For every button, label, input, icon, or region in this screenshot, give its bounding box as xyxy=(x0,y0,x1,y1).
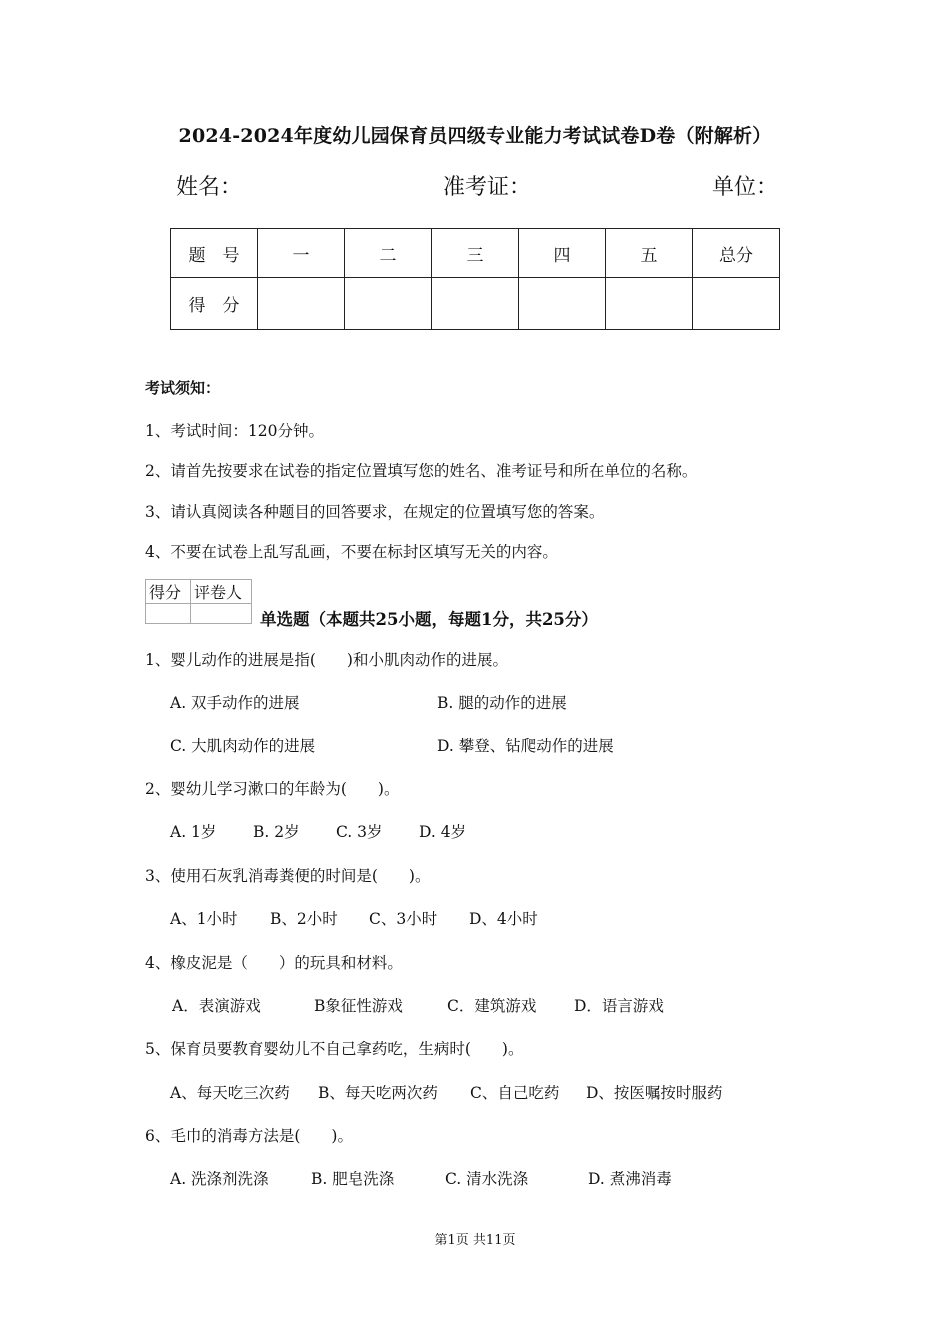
score-cell-2: 二 xyxy=(345,229,432,278)
option-c: C、自己吃药 xyxy=(470,1084,560,1102)
question-stem: 2、婴幼儿学习漱口的年龄为( )。 xyxy=(145,780,400,798)
option-b: B象征性游戏 xyxy=(314,997,403,1015)
option-b: B. 2岁 xyxy=(253,823,300,841)
score-blank-2 xyxy=(345,278,432,330)
option-d: D. 4岁 xyxy=(419,823,467,841)
option-b: B、每天吃两次药 xyxy=(318,1084,438,1102)
question-stem: 1、婴儿动作的进展是指( )和小肌肉动作的进展。 xyxy=(145,651,508,669)
score-cell-1: 一 xyxy=(258,229,345,278)
option-a: A．表演游戏 xyxy=(172,997,261,1015)
grader-reviewer-label: 评卷人 xyxy=(191,580,252,604)
score-cell-3: 三 xyxy=(432,229,519,278)
grader-score-blank xyxy=(146,604,191,624)
question-stem: 3、使用石灰乳消毒粪便的时间是( )。 xyxy=(145,867,431,885)
section-title: 单选题（本题共25小题，每题1分，共25分） xyxy=(260,610,598,629)
notice-item: 2、请首先按要求在试卷的指定位置填写您的姓名、准考证号和所在单位的名称。 xyxy=(145,462,698,480)
score-cell-4: 四 xyxy=(519,229,606,278)
score-cell-label: 题 号 xyxy=(171,229,258,278)
page-footer: 第1页 共11页 xyxy=(434,1233,516,1248)
option-a: A、1小时 xyxy=(170,910,238,928)
score-blank-3 xyxy=(432,278,519,330)
exam-id-label: 准考证： xyxy=(443,175,532,200)
grader-reviewer-blank xyxy=(191,604,252,624)
score-blank-total xyxy=(693,278,780,330)
option-a: A、每天吃三次药 xyxy=(170,1084,290,1102)
notice-item: 4、不要在试卷上乱写乱画，不要在标封区填写无关的内容。 xyxy=(145,543,558,561)
question-stem: 5、保育员要教育婴幼儿不自己拿药吃，生病时( )。 xyxy=(145,1040,524,1058)
name-label: 姓名： xyxy=(176,175,243,200)
grader-box xyxy=(145,579,252,624)
notice-item: 1、考试时间：120分钟。 xyxy=(145,422,324,440)
option-d: D. 攀登、钻爬动作的进展 xyxy=(437,737,614,755)
option-b: B、2小时 xyxy=(270,910,338,928)
question-stem: 6、毛巾的消毒方法是( )。 xyxy=(145,1127,353,1145)
unit-label: 单位： xyxy=(712,175,779,200)
score-table-header-row xyxy=(171,229,780,278)
option-c: C. 清水洗涤 xyxy=(445,1170,529,1188)
option-d: D．语言游戏 xyxy=(574,997,664,1015)
score-cell-5: 五 xyxy=(606,229,693,278)
score-blank-4 xyxy=(519,278,606,330)
score-table xyxy=(170,228,780,330)
option-b: B. 腿的动作的进展 xyxy=(437,694,567,712)
notice-title: 考试须知： xyxy=(145,379,221,397)
option-d: D、按医嘱按时服药 xyxy=(586,1084,723,1102)
option-c: C．建筑游戏 xyxy=(447,997,537,1015)
option-b: B. 肥皂洗涤 xyxy=(311,1170,395,1188)
option-a: A. 1岁 xyxy=(170,823,217,841)
option-a: A. 洗涤剂洗涤 xyxy=(170,1170,269,1188)
option-a: A. 双手动作的进展 xyxy=(170,694,300,712)
option-d: D. 煮沸消毒 xyxy=(588,1170,672,1188)
option-c: C. 大肌肉动作的进展 xyxy=(170,737,316,755)
option-d: D、4小时 xyxy=(469,910,538,928)
score-row-label: 得 分 xyxy=(171,278,258,330)
grader-score-label: 得分 xyxy=(146,580,191,604)
question-stem: 4、橡皮泥是（ ）的玩具和材料。 xyxy=(145,954,403,972)
score-table-score-row xyxy=(171,278,780,330)
score-blank-5 xyxy=(606,278,693,330)
notice-item: 3、请认真阅读各种题目的回答要求，在规定的位置填写您的答案。 xyxy=(145,503,605,521)
option-c: C、3小时 xyxy=(369,910,438,928)
score-cell-total: 总分 xyxy=(693,229,780,278)
score-blank-1 xyxy=(258,278,345,330)
option-c: C. 3岁 xyxy=(336,823,383,841)
exam-title: 2024-2024年度幼儿园保育员四级专业能力考试试卷D卷（附解析） xyxy=(178,125,772,147)
